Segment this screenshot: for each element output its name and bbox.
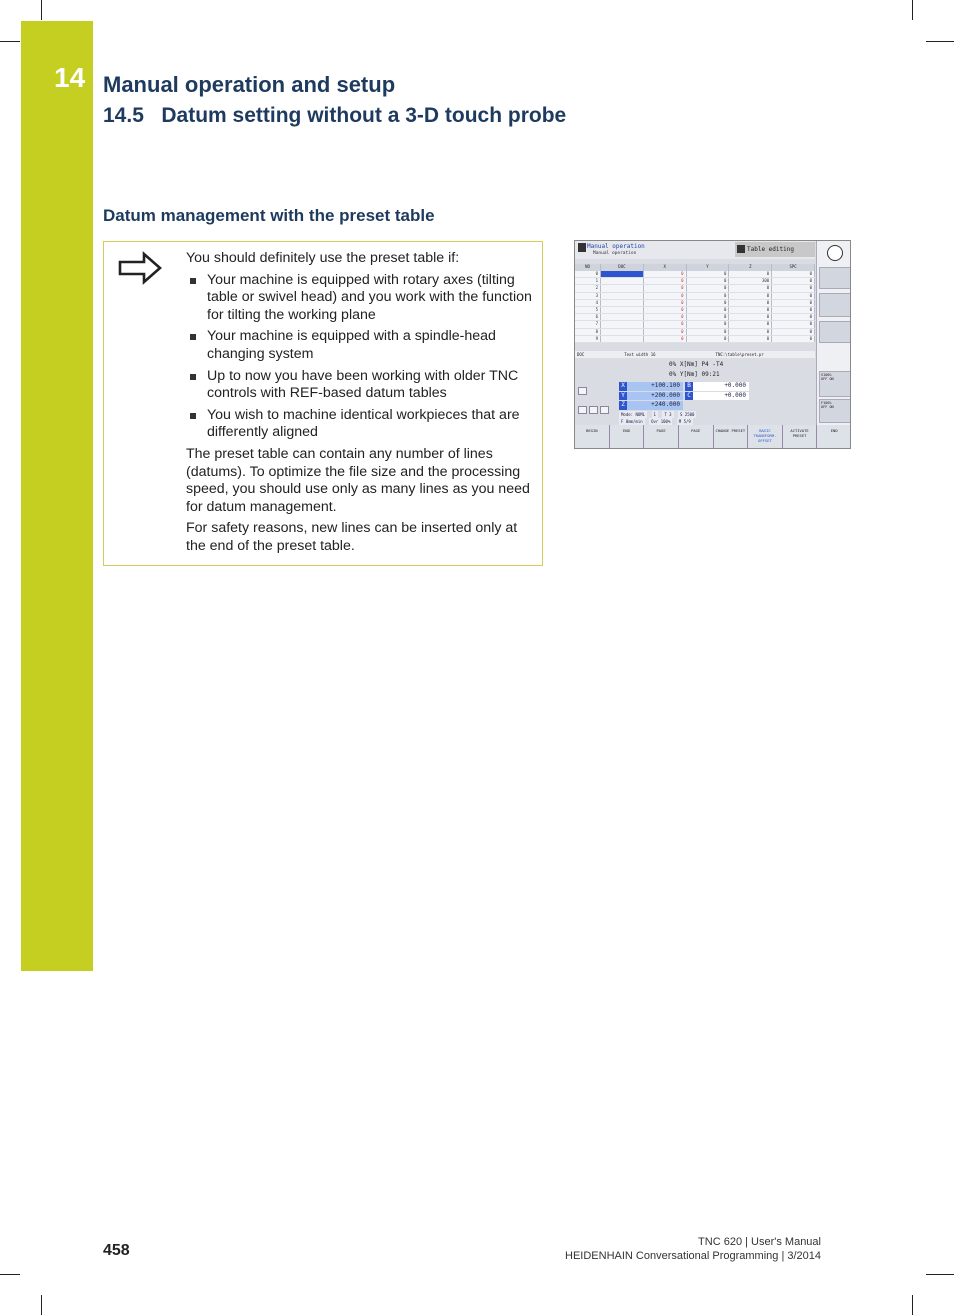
table-cell: 0 (644, 329, 687, 335)
table-cell (601, 285, 644, 291)
softkey-bar (575, 425, 851, 449)
status-width: Text width 16 (624, 352, 656, 357)
tnc-screenshot (574, 240, 851, 449)
axis-label: C (685, 392, 693, 401)
table-row[interactable] (575, 278, 815, 285)
table-cell: 0 (687, 329, 730, 335)
table-cell: 0 (729, 314, 772, 320)
col-header: SPC (772, 264, 815, 271)
table-cell: 0 (644, 314, 687, 320)
table-cell: 0 (772, 271, 815, 277)
page-number: 458 (103, 1242, 130, 1259)
table-cell: 0 (644, 271, 687, 277)
table-cell: 0 (687, 336, 730, 342)
table-cell: 0 (644, 300, 687, 306)
override-off: OFF (821, 377, 828, 381)
axis-value: +240.000 (627, 401, 683, 410)
table-cell: 5 (575, 307, 601, 313)
table-cell: 6 (575, 314, 601, 320)
override-label: S100% (821, 373, 832, 377)
table-cell (601, 293, 644, 299)
table-cell: 0 (772, 329, 815, 335)
crop-mark (926, 41, 954, 42)
table-cell: 0 (772, 285, 815, 291)
override-feed[interactable] (819, 399, 851, 423)
table-cell: 0 (575, 271, 601, 277)
col-header: NO (575, 264, 601, 271)
note-paragraph: The preset table can contain any number of lines (datums). To optimize the file size and the processing speed, you should use only as many lines as you need for datum management. (186, 445, 530, 515)
table-row[interactable] (575, 321, 815, 328)
override-off: OFF (821, 405, 828, 409)
table-cell: 0 (687, 285, 730, 291)
table-cell: 0 (644, 321, 687, 327)
crop-mark (912, 1295, 913, 1315)
table-cell: 0 (644, 307, 687, 313)
col-header: Y (687, 264, 730, 271)
preset-table (575, 264, 815, 343)
crop-mark (41, 1295, 42, 1315)
info-item: 1 (653, 412, 656, 417)
softkey-activate-preset[interactable]: ACTIVATE PRESET (783, 425, 818, 449)
table-row[interactable] (575, 314, 815, 321)
table-cell: 300 (729, 278, 772, 284)
table-cell (601, 336, 644, 342)
axis-value: +0.000 (693, 392, 749, 401)
axis-label: X (619, 382, 627, 391)
col-header: Z (729, 264, 772, 271)
table-cell: 9 (575, 336, 601, 342)
footer-text (565, 1235, 821, 1263)
table-cell: 0 (729, 293, 772, 299)
override-label: F100% (821, 401, 832, 405)
view-icon[interactable] (589, 406, 598, 414)
table-cell: 0 (729, 285, 772, 291)
table-cell: 0 (644, 278, 687, 284)
table-cell: 0 (729, 300, 772, 306)
table-cell: 0 (729, 271, 772, 277)
side-softkey[interactable] (819, 267, 851, 289)
bullet-item: Up to now you have been working with older TNC controls with REF-based datum tables (186, 368, 538, 403)
bullet-item: Your machine is equipped with a spindle-head changing system (186, 328, 538, 363)
table-cell: 0 (729, 329, 772, 335)
load-line: 0% X[Nm] P4 -T4 (669, 361, 724, 368)
table-cell: 0 (772, 307, 815, 313)
load-line: 0% Y[Nm] 09:21 (669, 371, 720, 378)
softkey-end[interactable]: END (610, 425, 645, 449)
axis-row (619, 382, 749, 391)
override-spindle[interactable] (819, 371, 851, 397)
side-softkey[interactable] (819, 321, 851, 343)
axis-value: +100.100 (627, 382, 683, 391)
mode-icon (578, 243, 586, 252)
table-cell: 2 (575, 285, 601, 291)
info-item: T 3 (664, 412, 672, 417)
view-icon[interactable] (578, 387, 587, 395)
submode-title: Manual operation (593, 251, 637, 256)
crop-mark (0, 41, 20, 42)
crop-mark (926, 1274, 954, 1275)
info-item: S 2500 (680, 412, 695, 417)
axis-row (619, 392, 749, 401)
softkey-basic-transform[interactable]: BASIC TRANSFORM. OFFSET (748, 425, 783, 449)
override-on: ON (829, 405, 834, 409)
chapter-title: Manual operation and setup (103, 72, 396, 97)
table-header (575, 264, 815, 271)
axis-row (619, 401, 749, 410)
chapter-number: 14 (54, 62, 86, 93)
section-title: 14.5 Datum setting without a 3-D touch probe (103, 104, 567, 127)
axis-label: Y (619, 392, 627, 401)
status-doc: DOC (577, 352, 585, 357)
side-softkey[interactable] (819, 293, 851, 317)
note-bullets (186, 272, 538, 442)
footer-line: TNC 620 | User's Manual (698, 1236, 821, 1248)
softkey-begin[interactable]: BEGIN (575, 425, 610, 449)
chapter-sidebar (21, 21, 93, 971)
table-cell (601, 278, 644, 284)
mode-title: Manual operation (587, 243, 645, 250)
table-cell: 0 (772, 321, 815, 327)
info-item: F 0mm/min (621, 419, 643, 424)
table-cell: 0 (687, 314, 730, 320)
note-paragraph: For safety reasons, new lines can be inserted only at the end of the preset table. (186, 520, 518, 554)
table-row[interactable] (575, 285, 815, 292)
crop-mark (41, 0, 42, 20)
softkey-page-up[interactable]: PAGE (644, 425, 679, 449)
info-item: M 5/9 (678, 419, 691, 424)
info-item: Ovr 100% (651, 419, 671, 424)
axis-value: +200.000 (627, 392, 683, 401)
table-editing-label: Table editing (735, 242, 815, 257)
override-on: ON (829, 377, 834, 381)
table-cell: 7 (575, 321, 601, 327)
table-cell: 1 (575, 278, 601, 284)
softkey-page-down[interactable]: PAGE (679, 425, 714, 449)
footer-line: HEIDENHAIN Conversational Programming | 3/2014 (565, 1250, 821, 1262)
table-cell: 0 (729, 307, 772, 313)
col-header: X (644, 264, 687, 271)
table-cell: 0 (687, 278, 730, 284)
info-item: Mode: NOML (621, 412, 646, 417)
table-row[interactable] (575, 336, 815, 343)
table-cell: 0 (687, 271, 730, 277)
table-cell: 0 (687, 300, 730, 306)
table-cell: 0 (687, 307, 730, 313)
table-cell (601, 271, 644, 277)
axis-label: Z (619, 401, 627, 410)
right-panel (816, 241, 851, 425)
table-cell: 0 (644, 336, 687, 342)
table-cell: 0 (772, 336, 815, 342)
col-header: DOC (601, 264, 644, 271)
subsection-heading: Datum management with the preset table (103, 206, 435, 225)
axis-value: +0.000 (693, 382, 749, 391)
table-cell: 0 (687, 321, 730, 327)
table-cell: 0 (644, 293, 687, 299)
status-line (575, 351, 815, 358)
table-row[interactable] (575, 271, 815, 278)
table-cell (601, 307, 644, 313)
crop-mark (912, 0, 913, 20)
table-cell (601, 314, 644, 320)
table-cell: 0 (772, 293, 815, 299)
crop-mark (0, 1274, 20, 1275)
position-display (619, 382, 749, 411)
arrow-right-icon (117, 251, 163, 285)
clock-icon (827, 245, 843, 261)
table-row[interactable] (575, 293, 815, 300)
table-cell: 0 (729, 336, 772, 342)
table-cell: 0 (772, 314, 815, 320)
note-intro: You should definitely use the preset table if: (186, 250, 460, 266)
info-bar (619, 411, 811, 425)
table-cell: 4 (575, 300, 601, 306)
table-row[interactable] (575, 300, 815, 307)
view-icon[interactable] (578, 406, 587, 414)
table-cell: 0 (687, 293, 730, 299)
table-cell: 0 (644, 285, 687, 291)
bullet-item: Your machine is equipped with rotary axes (tilting table or swivel head) and you work with the function for tilting the working plane (186, 272, 538, 325)
view-icon[interactable] (600, 406, 609, 414)
softkey-end-2[interactable]: END (817, 425, 851, 449)
table-cell (601, 300, 644, 306)
table-cell: 0 (772, 278, 815, 284)
table-cell: 0 (772, 300, 815, 306)
table-cell (601, 321, 644, 327)
edit-icon (737, 245, 745, 253)
softkey-change-preset[interactable]: CHANGE PRESET (714, 425, 749, 449)
table-row[interactable] (575, 307, 815, 314)
table-cell: 3 (575, 293, 601, 299)
table-cell: 8 (575, 329, 601, 335)
table-cell: 0 (729, 321, 772, 327)
bullet-item: You wish to machine identical workpieces that are differently aligned (186, 407, 538, 442)
table-cell (601, 329, 644, 335)
note-text (186, 250, 538, 560)
status-file: TNC:\table\preset.pr (715, 352, 764, 357)
table-row[interactable] (575, 329, 815, 336)
load-display (669, 360, 723, 380)
axis-label: B (685, 382, 693, 391)
